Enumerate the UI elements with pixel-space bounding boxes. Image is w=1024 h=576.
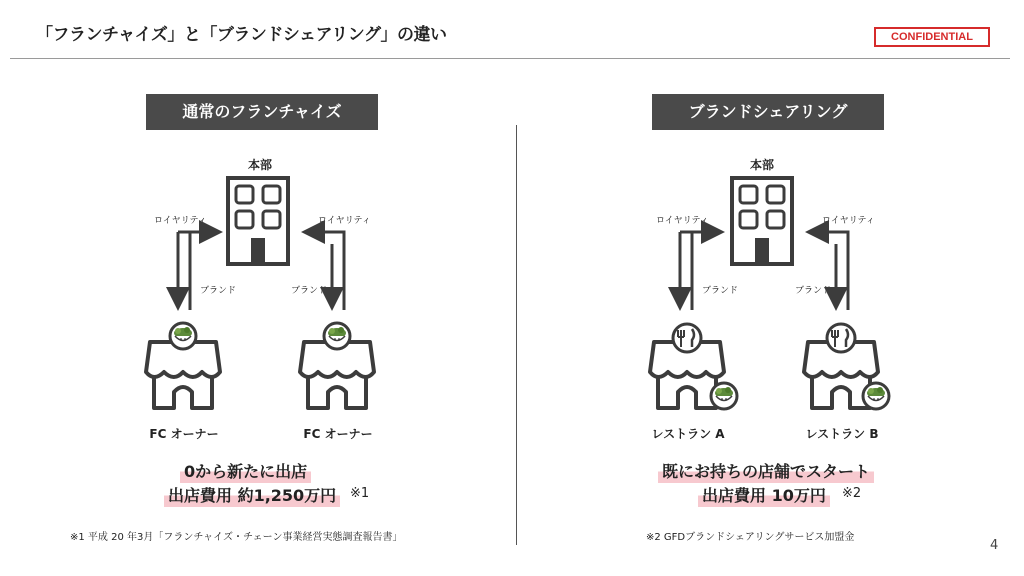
right-line2: 出店費用 10万円 (698, 485, 830, 507)
left-royalty-label-1: ロイヤリティ (154, 216, 207, 226)
left-line1: 0から新たに出店 (180, 461, 311, 483)
left-brand-label-2: ブランド (291, 286, 328, 296)
left-note-mark: ※1 (350, 486, 370, 501)
right-panel-title: ブランドシェアリング (652, 94, 884, 130)
left-line2: 出店費用 約1,250万円 (164, 485, 340, 507)
left-hq-label: 本部 (247, 158, 272, 172)
left-owner-label-1: FC オーナー (149, 427, 219, 441)
right-line1: 既にお持ちの店舗でスタート (658, 461, 874, 483)
right-restaurant-b-label: レストラン B (805, 427, 879, 441)
left-panel-title: 通常のフランチャイズ (146, 94, 378, 130)
right-hq-label: 本部 (749, 158, 774, 172)
left-owner-label-2: FC オーナー (303, 427, 373, 441)
page-title: 「フランチャイズ」と「ブランドシェアリング」の違い (36, 25, 447, 45)
right-brand-label-1: ブランド (702, 286, 739, 296)
left-brand-label-1: ブランド (200, 286, 237, 296)
left-footnote: ※1 平成 20 年3月「フランチャイズ・チェーン事業経営実態調査報告書」 (70, 532, 403, 543)
right-brand-label-2: ブランド (795, 286, 832, 296)
right-footnote: ※2 GFDブランドシェアリングサービス加盟金 (646, 532, 855, 543)
page-number: 4 (990, 538, 999, 553)
right-royalty-label-1: ロイヤリティ (656, 216, 709, 226)
confidential-badge: CONFIDENTIAL (874, 27, 990, 47)
right-restaurant-a-label: レストラン A (651, 427, 725, 441)
left-royalty-label-2: ロイヤリティ (318, 216, 371, 226)
right-royalty-label-2: ロイヤリティ (822, 216, 875, 226)
right-note-mark: ※2 (842, 486, 862, 501)
